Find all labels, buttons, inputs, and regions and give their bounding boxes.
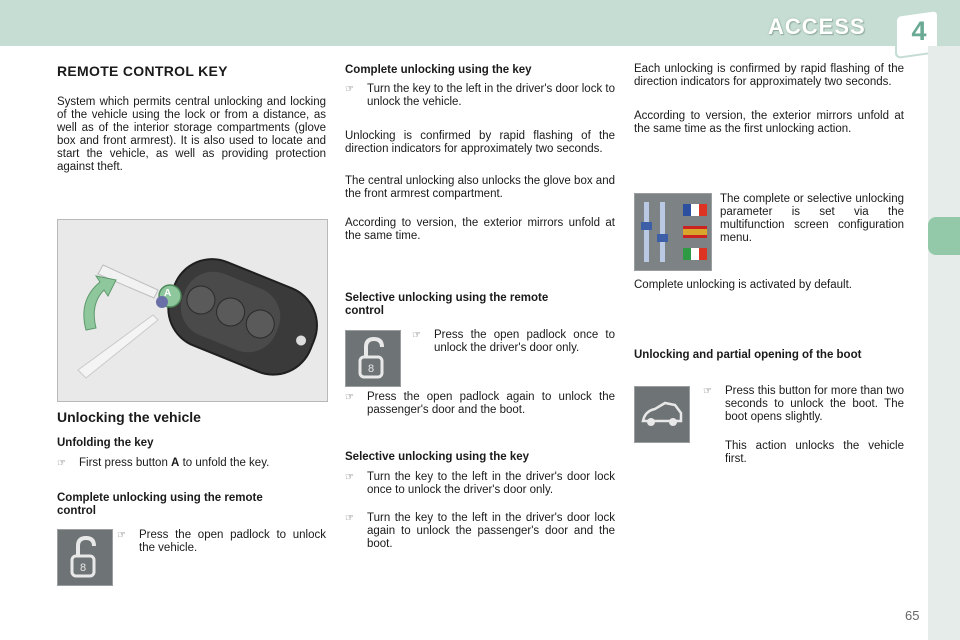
right-mirrors-paragraph: According to version, the exterior mirrors unfold at the same time as the first unlocking action. (634, 110, 904, 135)
chapter-title: ACCESS (768, 14, 866, 39)
section-title: REMOTE CONTROL KEY (57, 63, 228, 79)
glovebox-paragraph: The central unlocking also unlocks the glove box and the front armrest compartment. (345, 175, 615, 200)
boot-bullet: ☞ Press this button for more than two seconds to unlock the boot. The boot opens slightly. (703, 385, 904, 423)
bullet-hand-icon: ☞ (345, 392, 354, 403)
bullet-hand-icon: ☞ (345, 84, 354, 95)
open-padlock-icon (57, 529, 113, 586)
boot-heading: Unlocking and partial opening of the boot (634, 349, 862, 361)
flash-confirm-paragraph: Unlocking is confirmed by rapid flashing of the direction indicators for approximately two seconds. (345, 130, 615, 155)
complete-key-bullet: ☞ Turn the key to the left in the driver's door lock to unlock the vehicle. (345, 83, 615, 108)
intro-paragraph: System which permits central unlocking and locking of the vehicle using the lock or from a distance, as well as of the interior storage compartments (glove box and front armrest). It is also used to locate and start the vehicle, as well as providing protection against theft. (57, 96, 326, 173)
chapter-number: 4 (911, 16, 927, 46)
car-boot-icon (634, 386, 690, 443)
selective-key-bullet-2: ☞ Turn the key to the left in the driver's door lock again to unlock the passenger's door and the boot. (345, 512, 615, 550)
complete-remote-heading: Complete unlocking using the remote control (57, 492, 263, 517)
side-index-active-tab[interactable] (928, 217, 960, 255)
equalizer-flags-icon (634, 193, 712, 271)
bullet-hand-icon: ☞ (345, 513, 354, 524)
unlocking-title: Unlocking the vehicle (57, 409, 201, 425)
remote-key-drawing (58, 220, 327, 401)
mirrors-paragraph: According to version, the exterior mirrors unfold at the same time. (345, 217, 615, 242)
complete-key-heading: Complete unlocking using the key (345, 64, 532, 76)
bullet-hand-icon: ☞ (703, 386, 712, 397)
unfolding-heading: Unfolding the key (57, 437, 154, 449)
bullet-hand-icon: ☞ (117, 530, 126, 541)
svg-text:8: 8 (79, 562, 87, 574)
side-index-strip (928, 46, 960, 640)
bullet-hand-icon: ☞ (57, 458, 66, 469)
button-a-reference: A (171, 457, 180, 469)
selective-remote-heading: Selective unlocking using the remote control (345, 292, 549, 317)
open-padlock-icon (345, 330, 401, 387)
remote-key-illustration (57, 219, 328, 402)
config-paragraph: The complete or selective unlocking parameter is set via the multifunction screen configuration menu. (720, 193, 904, 244)
button-a-marker: A (164, 288, 172, 299)
bullet-hand-icon: ☞ (412, 330, 421, 341)
selective-key-bullet-1: ☞ Turn the key to the left in the driver's door lock once to unlock the driver's door only. (345, 471, 615, 496)
right-flash-paragraph: Each unlocking is confirmed by rapid flashing of the direction indicators for approximately two seconds. (634, 63, 904, 88)
boot-note: This action unlocks the vehicle first. (725, 440, 904, 465)
selective-remote-bullet-2: ☞ Press the open padlock again to unlock the passenger's door and the boot. (345, 391, 615, 416)
complete-remote-bullet: ☞ Press the open padlock to unlock the vehicle. (117, 529, 326, 554)
selective-key-heading: Selective unlocking using the key (345, 451, 530, 463)
unfolding-bullet: ☞ First press button A to unfold the key. (57, 457, 270, 469)
bullet-hand-icon: ☞ (345, 472, 354, 483)
page-number: 65 (905, 608, 920, 623)
default-paragraph: Complete unlocking is activated by default. (634, 279, 852, 291)
selective-remote-bullet-1: ☞ Press the open padlock once to unlock the driver's door only. (412, 329, 615, 354)
svg-text:8: 8 (367, 363, 375, 375)
